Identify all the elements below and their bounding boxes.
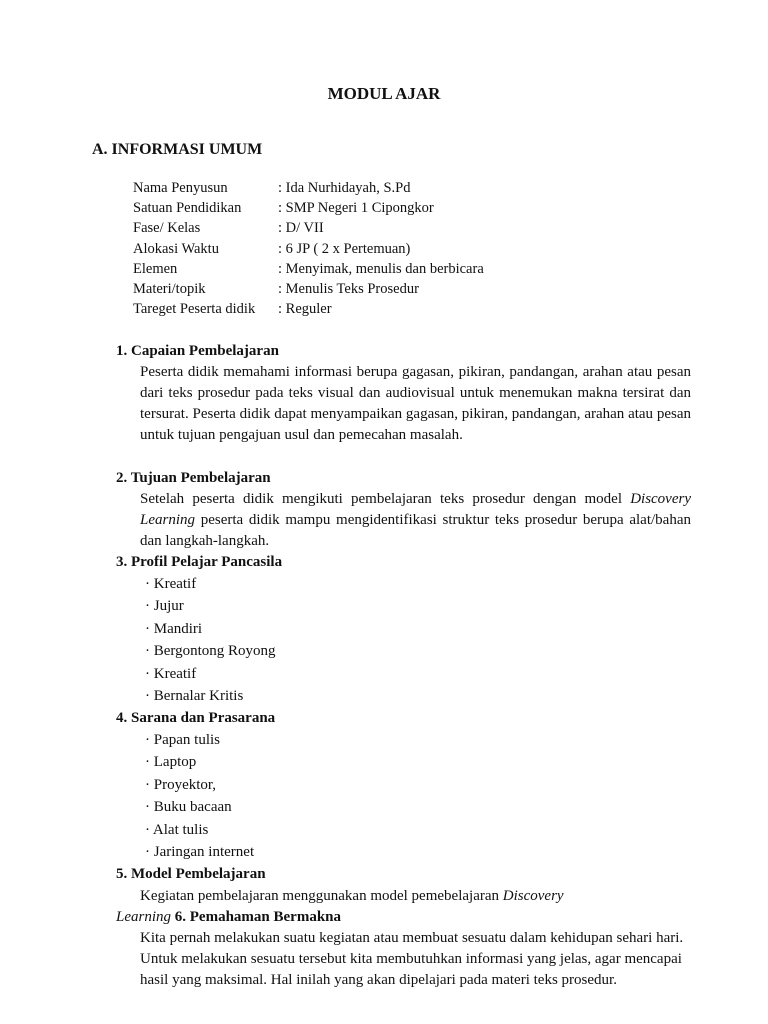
info-label: Elemen: [133, 261, 178, 277]
info-label: Satuan Pendidikan: [133, 200, 242, 216]
info-label: Fase/ Kelas: [133, 220, 201, 236]
paragraph-text: Setelah peserta didik mengikuti pembelajaran teks prosedur dengan model: [140, 491, 631, 507]
list-item: · Mandiri: [145, 621, 203, 637]
paragraph-italic: Discovery: [502, 888, 564, 904]
info-value: : SMP Negeri 1 Cipongkor: [278, 200, 434, 216]
info-value: : D/ VII: [278, 220, 324, 236]
section-heading: 6. Pemahaman Bermakna: [171, 909, 342, 925]
info-value: : 6 JP ( 2 x Pertemuan): [278, 241, 411, 257]
list-item: · Jujur: [145, 598, 184, 614]
info-label: Alokasi Waktu: [133, 241, 219, 257]
section-paragraph: Kita pernah melakukan suatu kegiatan atau membuat sesuatu dalam kehidupan sehari hari. Untuk melakukan sesuatu tersebut kita membutuhkan informasi yang jelas, agar mencapai hasil yang maksimal. Hal inilah yang akan dipelajari pada materi teks prosedur.: [140, 930, 684, 988]
info-value: : Ida Nurhidayah, S.Pd: [278, 180, 411, 196]
info-label: Materi/topik: [133, 281, 206, 297]
paragraph-text: Kegiatan pembelajaran menggunakan model pemebelajaran: [140, 888, 503, 904]
list-item: · Buku bacaan: [145, 799, 232, 815]
section-heading: 4. Sarana dan Prasarana: [116, 710, 276, 726]
list-item: · Alat tulis: [145, 822, 209, 838]
section-a-heading: A. INFORMASI UMUM: [92, 141, 263, 158]
info-label: Tareget Peserta didik: [133, 301, 256, 317]
paragraph-italic: Discovery Learning: [140, 491, 691, 528]
section-paragraph: [140, 489, 691, 552]
page-title: MODUL AJAR: [327, 84, 441, 103]
info-label: Nama Penyusun: [133, 180, 228, 196]
paragraph-text: peserta didik mampu mengidentifikasi struktur teks prosedur berupa alat/bahan dan langkah-langkah.: [140, 512, 691, 549]
section-heading: 3. Profil Pelajar Pancasila: [116, 554, 283, 570]
info-value: : Menyimak, menulis dan berbicara: [278, 261, 484, 277]
list-item: · Proyektor,: [145, 777, 217, 793]
list-item: · Bergontong Royong: [145, 643, 276, 659]
info-value: : Menulis Teks Prosedur: [278, 281, 419, 297]
section-heading: 1. Capaian Pembelajaran: [116, 343, 279, 359]
section-paragraph: Peserta didik memahami informasi berupa gagasan, pikiran, pandangan, arahan atau pesan dari teks prosedur pada teks visual dan audiovisual untuk menemukan makna tersirat dan tersurat. Peserta didik dapat menyampaikan gagasan, pikiran, pandangan, arahan atau pesan untuk tujuan pengajuan usul dan pemecahan masalah.: [140, 364, 691, 443]
list-item: · Laptop: [145, 754, 197, 770]
list-item: · Kreatif: [145, 666, 197, 682]
info-value: : Reguler: [278, 301, 332, 317]
section-heading: 5. Model Pembelajaran: [116, 866, 266, 882]
list-item: · Kreatif: [145, 576, 197, 592]
section-paragraph: [140, 886, 564, 907]
paragraph-italic: Learning: [116, 909, 172, 925]
list-item: · Jaringan internet: [145, 844, 255, 860]
list-item: · Papan tulis: [145, 732, 220, 748]
list-item: · Bernalar Kritis: [145, 688, 244, 704]
section-heading: 2. Tujuan Pembelajaran: [116, 470, 271, 486]
section-paragraph-continued: [116, 907, 341, 928]
